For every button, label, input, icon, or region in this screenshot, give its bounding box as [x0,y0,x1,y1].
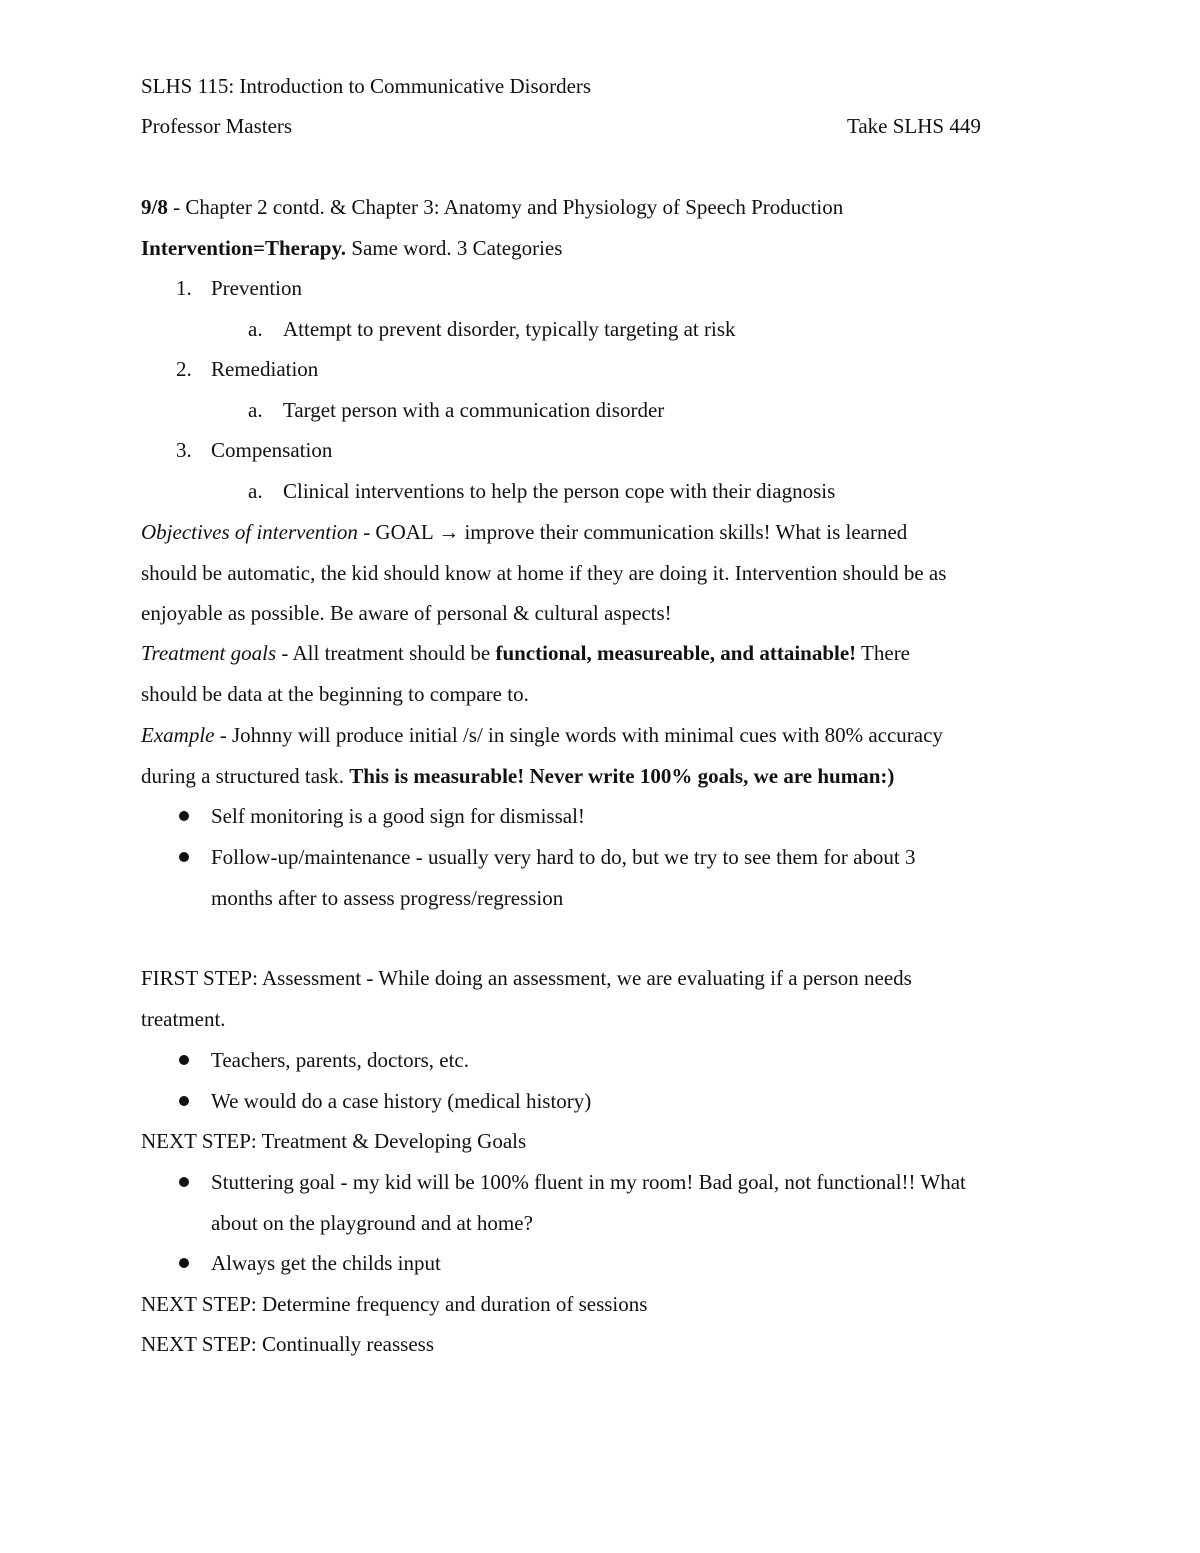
intervention-heading [141,234,562,262]
objectives-label: Objectives of intervention [141,520,358,544]
bullet-icon [179,1258,189,1268]
example-paragraph [141,721,943,749]
objectives-line: enjoyable as possible. Be aware of personal & cultural aspects! [141,601,672,625]
list-item-continued: about on the playground and at home? [211,1211,533,1235]
objectives-text: - GOAL → improve their communication skills! What is learned [357,520,908,544]
category-detail: Attempt to prevent disorder, typically targeting at risk [283,317,736,341]
list-item: Follow-up/maintenance - usually very hard to do, but we try to see them for about 3 [211,845,916,869]
professor-name: Professor Masters [141,114,293,138]
next-step: NEXT STEP: Determine frequency and duration of sessions [141,1292,648,1316]
first-step: FIRST STEP: Assessment - While doing an assessment, we are evaluating if a person needs [141,966,912,990]
list-number: 2. [176,357,192,381]
example-text: - Johnny will produce initial /s/ in single words with minimal cues with 80% accuracy [214,723,943,747]
category-detail: Target person with a communication disorder [283,398,665,422]
bullet-icon [179,811,189,821]
first-step-continued: treatment. [141,1007,226,1031]
bullet-icon [179,852,189,862]
treatment-goals-label: Treatment goals [141,641,277,665]
sublist-letter: a. [248,398,263,422]
example-emphasis: This is measurable! Never write 100% goals, we are human:) [349,764,895,788]
treatment-goals-paragraph [141,639,910,667]
intervention-note: Same word. 3 Categories [346,236,563,260]
bullet-icon [179,1177,189,1187]
list-number: 3. [176,438,192,462]
bullet-icon [179,1096,189,1106]
category-name: Compensation [211,438,333,462]
course-recommendation: Take SLHS 449 [847,114,981,138]
lecture-title: - Chapter 2 contd. & Chapter 3: Anatomy and Physiology of Speech Production [167,195,844,219]
treatment-goals-text: There [856,641,911,665]
bullet-icon [179,1055,189,1065]
next-step: NEXT STEP: Treatment & Developing Goals [141,1129,527,1153]
treatment-goals-text: - All treatment should be [276,641,496,665]
lecture-heading [141,193,843,221]
list-item: Self monitoring is a good sign for dismissal! [211,804,585,828]
category-name: Remediation [211,357,319,381]
list-item: Always get the childs input [211,1251,441,1275]
list-number: 1. [176,276,192,300]
example-line [141,762,894,790]
example-text: during a structured task. [141,764,350,788]
list-item: We would do a case history (medical history) [211,1089,592,1113]
category-detail: Clinical interventions to help the person cope with their diagnosis [283,479,836,503]
list-item: Stuttering goal - my kid will be 100% fluent in my room! Bad goal, not functional!! What [211,1170,966,1194]
treatment-goals-line: should be data at the beginning to compare to. [141,682,529,706]
sublist-letter: a. [248,479,263,503]
sublist-letter: a. [248,317,263,341]
next-step: NEXT STEP: Continually reassess [141,1332,435,1356]
list-item: Teachers, parents, doctors, etc. [211,1048,469,1072]
objectives-paragraph [141,518,907,546]
example-label: Example [141,723,215,747]
intervention-term: Intervention=Therapy. [141,236,347,260]
objectives-line: should be automatic, the kid should know at home if they are doing it. Intervention should be as [141,561,947,585]
treatment-goals-criteria: functional, measureable, and attainable! [495,641,857,665]
category-name: Prevention [211,276,302,300]
list-item-continued: months after to assess progress/regression [211,886,564,910]
course-title: SLHS 115: Introduction to Communicative Disorders [141,74,592,98]
lecture-date: 9/8 [141,195,168,219]
